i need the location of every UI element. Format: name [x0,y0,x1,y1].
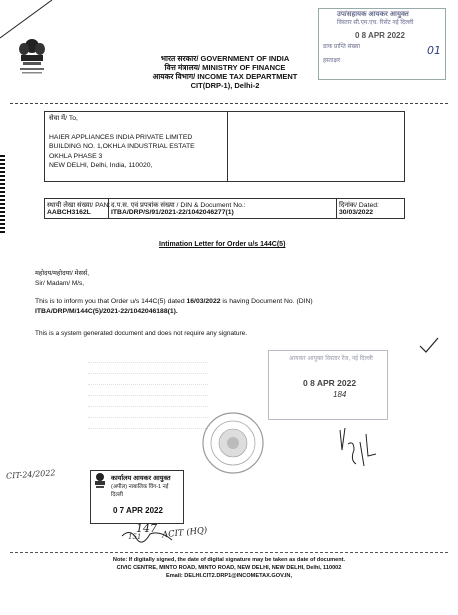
bottom-stamp-line-2: (अपील) नाबालिक विंग-1 नई दिल्ली [111,484,169,498]
signature-right [336,420,384,474]
pan-cell [45,199,109,218]
din-value: ITBA/DRP/S/91/2021-22/1042046277(1) [111,209,234,216]
footer-note: Note: If digitally signed, the date of digital signature may be taken as date of document. [112,557,346,563]
bottom-stamp-line-1: कार्यालय आयकर आयुक्त [111,475,171,482]
address-name: HAIER APPLIANCES INDIA PRIVATE LIMITED [49,134,193,142]
right-stamp-date: 0 8 APR 2022 [303,378,357,388]
system-generated-note: This is a system generated document and does not require any signature. [35,330,248,337]
faint-background-stamp [88,352,208,442]
round-seal-icon [200,410,266,476]
date-label: दिनांक/ Dated: [339,202,379,209]
margin-barcode [0,155,5,235]
handwritten-margin-note: CIT-24/2022 [5,468,56,481]
salutation-english: Sir/ Madam/ M/s, [35,280,85,287]
paragraph-order-date: 16/03/2022 [186,298,221,305]
address-box-right [227,111,405,182]
initials-scribble [120,526,180,546]
address-line-1: BUILDING NO. 1,OKHLA INDUSTRIAL ESTATE [49,143,195,151]
received-stamp-right [268,350,388,420]
received-stamp-line-2: विस्तार सी.एम.एच. रिसेंट नई दिल्ली [337,19,414,26]
received-stamp-line-3: डाक प्राप्ति संख्या [323,44,361,51]
header-line-4: CIT(DRP-1), Delhi-2 [190,81,260,90]
right-stamp-number: 184 [333,390,347,399]
info-table [44,198,405,219]
pan-label: स्थायी लेखा संख्या/ PAN: [47,202,111,209]
pan-value: AABCH3162L [47,209,91,216]
handwritten-initials: ACIT (HQ) [161,525,208,541]
address-to-label: सेवा में/ To, [49,115,78,122]
header-line-1: भारत सरकार/ GOVERNMENT OF INDIA [160,54,290,63]
received-stamp-date: 0 8 APR 2022 [355,31,405,41]
paragraph-middle: is having Document No. (DIN) [222,298,313,305]
paragraph-din: ITBA/DRP/M/144C(5)/2021-22/1042046188(1). [35,307,178,315]
received-stamp-line-1: उप/सहायक आयकर आयुक्त [337,11,409,18]
header-divider [10,103,448,104]
letter-paragraph [35,297,425,316]
received-stamp-number: 01 [427,44,441,58]
address-line-3: NEW DELHI, Delhi, India, 110020, [49,161,153,169]
handwritten-small-number: 151 [128,533,142,541]
date-cell [337,199,404,218]
header-line-3: आयकर विभाग/ INCOME TAX DEPARTMENT [152,72,298,81]
letter-subject: Intimation Letter for Order u/s 144C(5) [159,241,286,248]
salutation-hindi: महोदय/महोदया/ मेसर्स, [35,270,90,277]
footer-email: Email: DELHI.CIT2.DRP1@INCOMETAX.GOV.IN, [165,573,293,579]
footer-divider [10,552,448,553]
footer-address: CIVIC CENTRE, MINTO ROAD, MINTO ROAD, NEW DELHI, NEW DELHI, Delhi, 110002 [116,565,342,571]
bottom-stamp-emblem-icon [92,472,108,490]
corner-stroke [0,0,60,40]
date-value: 30/03/2022 [339,209,374,216]
received-stamp-top [318,8,446,80]
national-emblem-icon [15,36,49,78]
address-line-2: OKHLA PHASE 3 [49,152,103,160]
check-mark-icon [418,336,440,356]
right-stamp-line-1: आयकर आयुक्त विस्तार रेंज, नई दिल्ली [289,356,373,362]
din-cell [109,199,337,218]
handwritten-stamp-number: 147 [136,522,157,535]
bottom-stamp-date: 0 7 APR 2022 [113,506,163,515]
address-box [44,111,228,182]
received-stamp-line-4: हस्ताक्षर [323,58,341,64]
header-line-2: वित्त मंत्रालय/ MINISTRY OF FINANCE [164,63,286,72]
din-label: द.प.स. एवं प्रपत्रांक संख्या / DIN & Document No.: [111,202,246,209]
paragraph-prefix: This is to inform you that Order u/s 144C(5) dated [35,298,185,305]
